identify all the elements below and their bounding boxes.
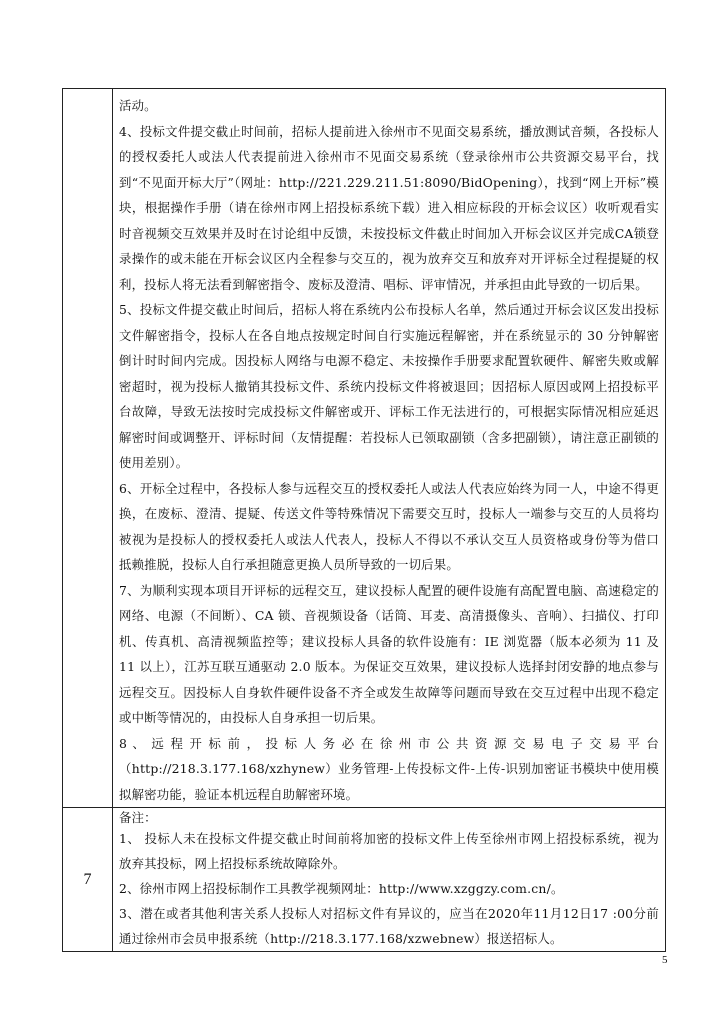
paragraph-continuation: 活动。: [119, 98, 157, 113]
page-number: 5: [662, 954, 668, 966]
row-7-content: [113, 808, 665, 951]
note-item-3: 3、潜在或者其他利害关系人投标人对招标文件有异议的，应当在2020年11月12日17 :00分前通过徐州市会员申报系统（http://218.3.177.168/xzwebnew）报送招标人。: [119, 906, 659, 946]
paragraph-item-4: 4、投标文件提交截止时间前，招标人提前进入徐州市不见面交易系统，播放测试音频，各投标人的授权委托人或法人代表提前进入徐州市不见面交易系统（登录徐州市公共资源交易平台，找到“不见面开标大厅”（网址：http://221.229.211.51:8090/BidOpening），找到“网上开标”模块，根据操作手册（请在徐州市网上招投标系统下载）进入相应标段的开标会议区）收听观看实时音视频交互效果并及时在讨论组中反馈，未按投标文件截止时间加入开标会议区并完成CA锁登录操作的或未能在开标会议区内全程参与交互的，视为放弃交互和放弃对开评标全过程提疑的权利，投标人将无法看到解密指令、废标及澄清、唱标、评审情况，并承担由此导致的一切后果。: [119, 123, 659, 292]
row-number-cell: 7: [63, 808, 113, 952]
table-row-7: [63, 808, 666, 952]
row-content-cell: [113, 89, 666, 808]
paragraph-item-8: 8 、 远 程 开 标 前 ， 投 标 人 务 必 在 徐 州 市 公 共 资 源 交 易 电 子 交 易 平 台（http://218.3.177.168/xzhynew）业务管理-上传投标文件-上传-识别加密证书模块中使用模拟解密功能，验证本机远程自助解密环境。: [119, 735, 659, 802]
paragraph-item-6: 6、开标全过程中，各投标人参与远程交互的授权委托人或法人代表应始终为同一人，中途不得更换，在废标、澄清、提疑、传送文件等特殊情况下需要交互时，投标人一端参与交互的人员将均被视为是投标人的授权委托人或法人代表人，投标人不得以不承认交互人员资格或身份等为借口抵赖推脱，投标人自行承担随意更换人员所导致的一切后果。: [119, 480, 659, 572]
note-item-2: 2、徐州市网上招投标制作工具教学视频网址：http://www.xzggzy.com.cn/。: [119, 881, 564, 896]
table-row-6: [63, 89, 666, 808]
row-content-cell: [113, 808, 666, 952]
note-item-1: 1、 投标人未在投标文件提交截止时间前将加密的投标文件上传至徐州市网上招投标系统，视为放弃其投标，网上招投标系统故障除外。: [119, 831, 659, 871]
document-table: [62, 88, 666, 952]
row-number-cell: [63, 89, 113, 808]
note-title: 备注：: [119, 810, 157, 825]
paragraph-item-5: 5、投标文件提交截止时间后，招标人将在系统内公布投标人名单，然后通过开标会议区发出投标文件解密指令，投标人在各自地点按规定时间自行实施远程解密，并在系统显示的 30 分钟解密倒计时时间内完成。因投标人网络与电源不稳定、未按操作手册要求配置软硬件、解密失败或解密超时，视为投标人撤销其投标文件、系统内投标文件将被退回；因招标人原因或网上招投标平台故障，导致无法按时完成投标文件解密或开、评标工作无法进行的，可根据实际情况相应延迟解密时间或调整开、评标时间（友情提醒：若投标人已领取副锁（含多把副锁），请注意正副锁的使用差别）。: [119, 302, 659, 470]
row-6-content: [113, 89, 665, 807]
paragraph-item-7: 7、为顺利实现本项目开评标的远程交互，建议投标人配置的硬件设施有高配置电脑、高速稳定的网络、电源（不间断）、CA 锁、音视频设备（话筒、耳麦、高清摄像头、音响）、扫描仪、打印机、传真机、高清视频监控等；建议投标人具备的软件设施有：IE 浏览器（版本必须为 11 及 11 以上），江苏互联互通驱动 2.0 版本。为保证交互效果，建议投标人选择封闭安静的地点参与远程交互。因投标人自身软件硬件设备不齐全或发生故障等问题而导致在交互过程中出现不稳定或中断等情况的，由投标人自身承担一切后果。: [119, 582, 659, 725]
